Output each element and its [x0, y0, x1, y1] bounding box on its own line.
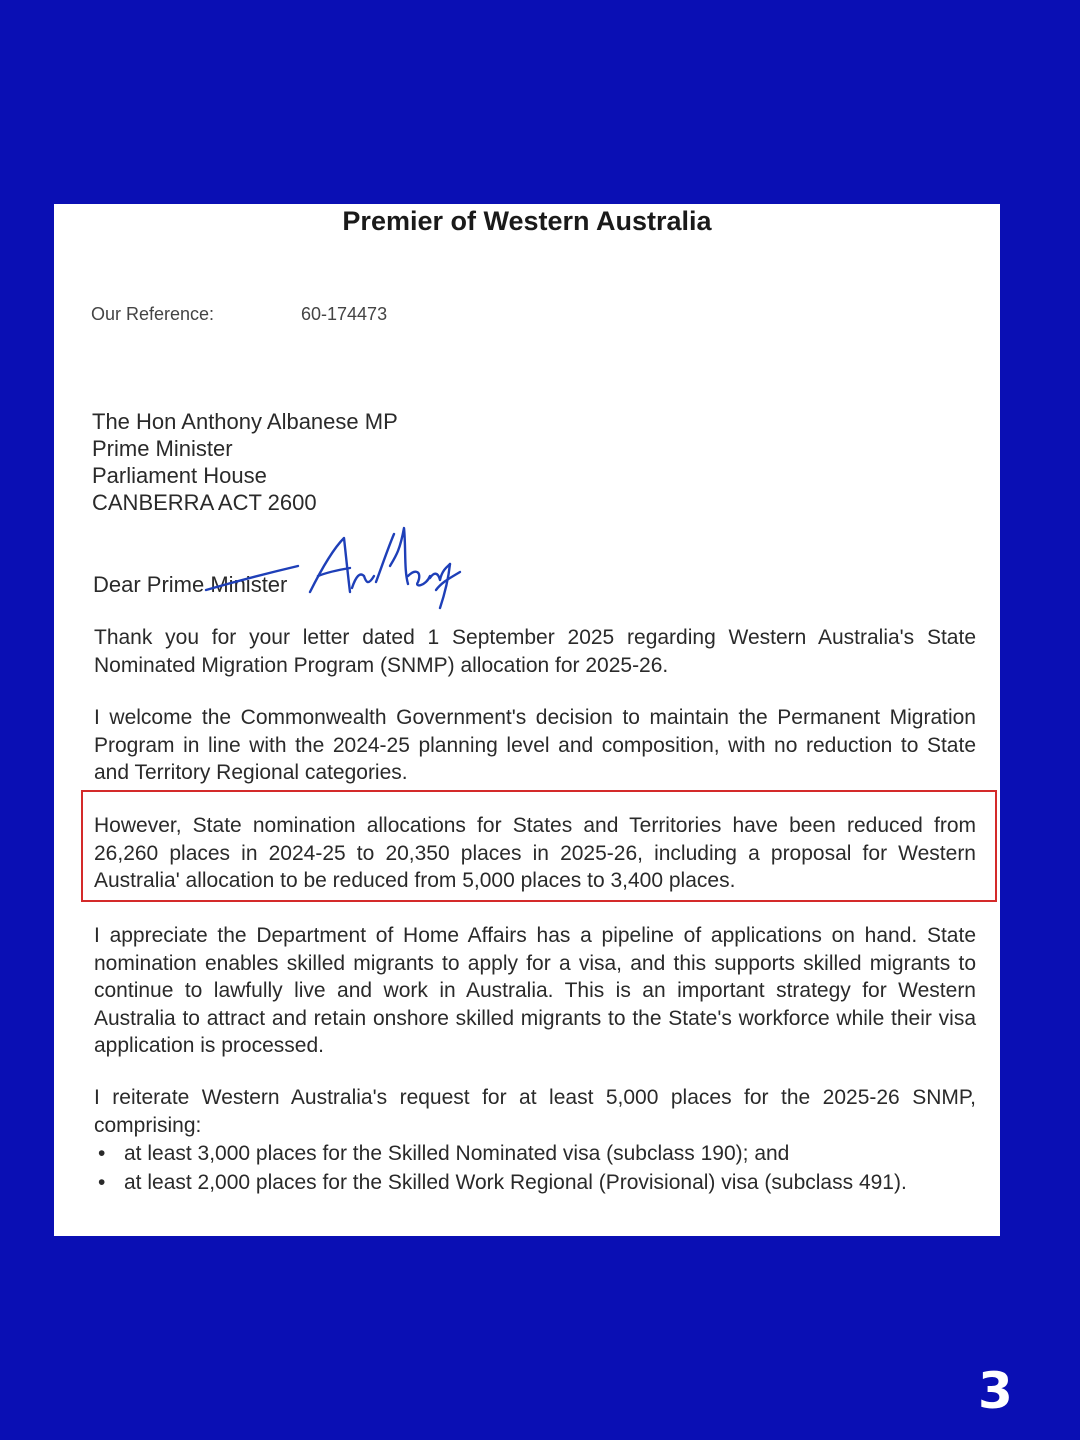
paragraph: Thank you for your letter dated 1 September 2025 regarding Western Australia's State Nominated Migration Program (SNMP) allocation for 2025-26.	[94, 626, 976, 677]
reference-label: Our Reference:	[91, 304, 215, 324]
recipient-address	[92, 408, 398, 516]
paragraph: I reiterate Western Australia's request for at least 5,000 places for the 2025-26 SNMP, comprising:	[94, 1086, 976, 1137]
bullet-icon: •	[98, 1142, 106, 1165]
page-number: 3	[978, 1362, 1013, 1420]
list-item	[96, 1169, 976, 1198]
salutation: Dear Prime Minister	[93, 572, 288, 597]
address-line: CANBERRA ACT 2600	[92, 490, 317, 515]
address-line: Prime Minister	[92, 436, 233, 461]
list-item-text: at least 3,000 places for the Skilled Nominated visa (subclass 190); and	[124, 1142, 790, 1165]
signature-icon	[204, 526, 464, 612]
paragraph: I welcome the Commonwealth Government's decision to maintain the Permanent Migration Program in line with the 2024-25 planning level and composition, with no reduction to State and Territory Regional categories.	[94, 706, 976, 784]
list-item-text: at least 2,000 places for the Skilled Work Regional (Provisional) visa (subclass 491).	[124, 1170, 907, 1194]
address-line: The Hon Anthony Albanese MP	[92, 409, 398, 434]
highlighted-paragraph: However, State nomination allocations for States and Territories have been reduced from 26,260 places in 2024-25 to 20,350 places in 2025-26, including a proposal for Western Australia' allocation to be reduced from 5,000 places to 3,400 places.	[94, 814, 976, 892]
letter-title: Premier of Western Australia	[342, 206, 712, 236]
reference-line	[91, 304, 388, 325]
letter-page	[54, 204, 1000, 1236]
bullet-icon: •	[98, 1170, 106, 1194]
list-item	[96, 1140, 976, 1169]
paragraph: I appreciate the Department of Home Affairs has a pipeline of applications on hand. State nomination enables skilled migrants to apply for a visa, and this supports skilled migrants to continue to lawfully live and work in Australia. This is an important strategy for Western Australia to attract and retain onshore skilled migrants to the State's workforce while their visa application is processed.	[94, 924, 976, 1057]
bullet-list	[96, 1140, 976, 1197]
address-line: Parliament House	[92, 463, 267, 488]
reference-value: 60-174473	[301, 304, 388, 324]
